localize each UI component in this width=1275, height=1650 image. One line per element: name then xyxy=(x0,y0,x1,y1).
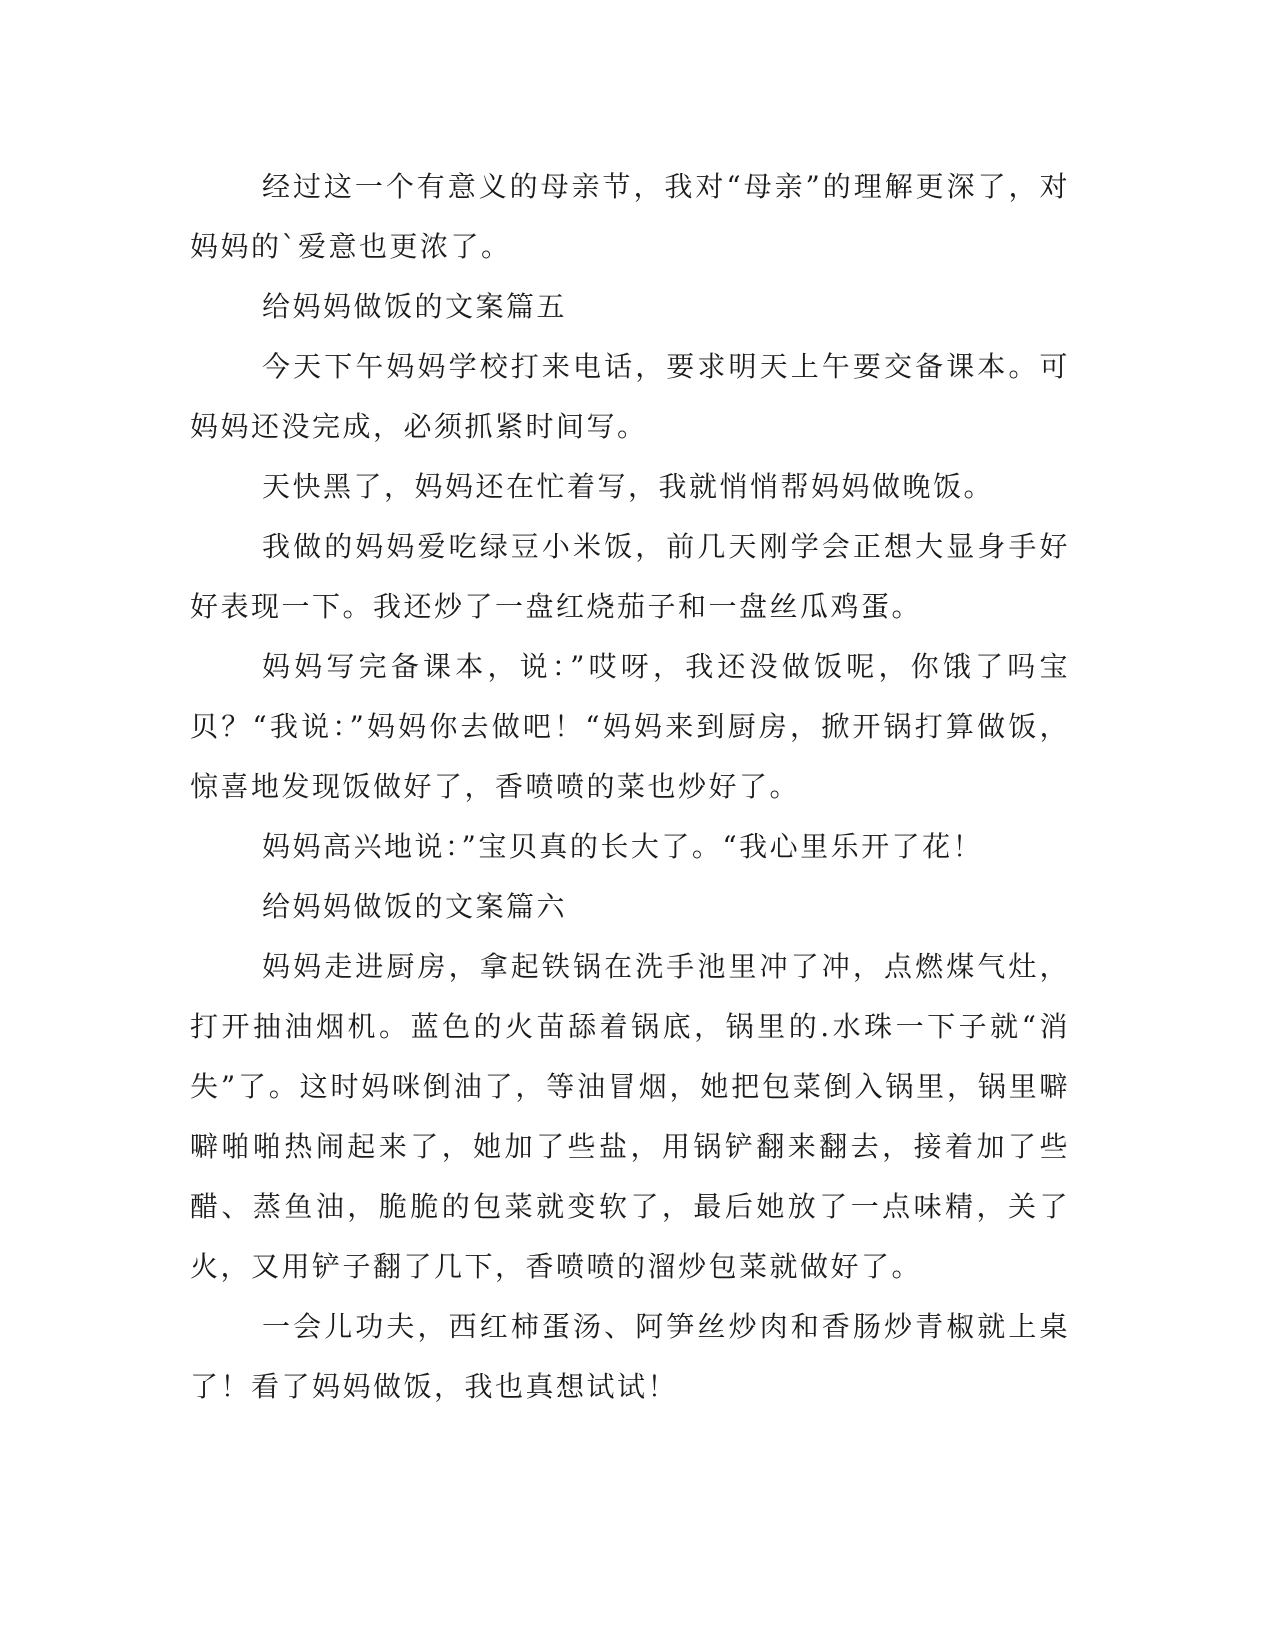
section-heading-part-five: 给妈妈做饭的文案篇五 xyxy=(262,290,568,323)
paragraph-school-call: 今天下午妈妈学校打来电话，要求明天上午要交备课本。可妈妈还没完成，必须抓紧时间写。 xyxy=(190,350,1070,443)
paragraph-mothers-day-conclusion: 经过这一个有意义的母亲节，我对“母亲”的理解更深了，对妈妈的`爱意也更浓了。 xyxy=(190,170,1070,263)
paragraph-making-dinner: 天快黑了，妈妈还在忙着写，我就悄悄帮妈妈做晚饭。 xyxy=(262,470,995,503)
paragraph-mother-happy: 妈妈高兴地说：”宝贝真的长大了。“我心里乐开了花！ xyxy=(262,830,984,863)
paragraph-dishes: 我做的妈妈爱吃绿豆小米饭，前几天刚学会正想大显身手好好表现一下。我还炒了一盘红烧茄子和一盘丝瓜鸡蛋。 xyxy=(190,530,1070,623)
paragraph-mother-cooking: 妈妈走进厨房，拿起铁锅在洗手池里冲了冲，点燃煤气灶，打开抽油烟机。蓝色的火苗舔着锅底，锅里的.水珠一下子就“消失”了。这时妈咪倒油了，等油冒烟，她把包菜倒入锅里，锅里噼噼啪啪热闹起来了，她加了些盐，用锅铲翻来翻去，接着加了些醋、蒸鱼油，脆脆的包菜就变软了，最后她放了一点味精，关了火，又用铲子翻了几下，香喷喷的溜炒包菜就做好了。 xyxy=(190,950,1070,1283)
paragraph-surprise: 妈妈写完备课本，说：”哎呀，我还没做饭呢，你饿了吗宝贝？“我说：”妈妈你去做吧！“妈妈来到厨房，掀开锅打算做饭，惊喜地发现饭做好了，香喷喷的菜也炒好了。 xyxy=(190,650,1070,803)
section-heading-part-six: 给妈妈做饭的文案篇六 xyxy=(262,890,568,923)
document-body xyxy=(190,157,1070,1417)
paragraph-dishes-served: 一会儿功夫，西红柿蛋汤、阿笋丝炒肉和香肠炒青椒就上桌了！看了妈妈做饭，我也真想试试！ xyxy=(190,1310,1070,1403)
